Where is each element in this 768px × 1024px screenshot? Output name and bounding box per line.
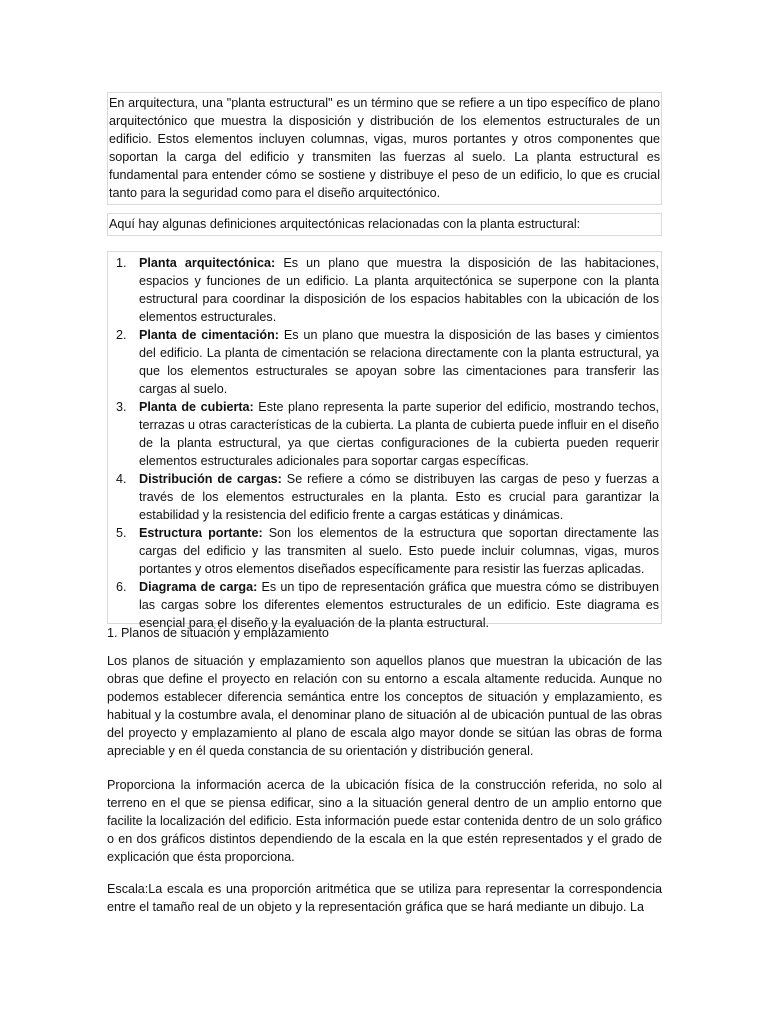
- definition-term: Distribución de cargas:: [139, 472, 282, 486]
- definition-term: Estructura portante:: [139, 526, 263, 540]
- definition-item: 3. Planta de cubierta: Este plano representa la parte superior del edificio, mostrando techos, terrazas u otras características de la cubierta. La planta de cubierta puede influir en el diseño de la planta estructural, ya que ciertas configuraciones de la cubierta pueden requerir elementos estructurales adicionales para soportar cargas específicas.: [116, 400, 659, 468]
- body-paragraph: Proporciona la información acerca de la ubicación física de la construcción referida, no solo al terreno en el que se piensa edificar, sino a la situación general dentro de un amplio entorno que facilite la localización del edificio. Esta información puede estar contenida dentro de un solo gráfico o en dos gráficos distintos dependiendo de la escala en la que estén representados y el grado de explicación que ésta proporciona.: [107, 778, 662, 864]
- definition-item: 2. Planta de cimentación: Es un plano que muestra la disposición de las bases y cimientos del edificio. La planta de cimentación se relaciona directamente con la planta estructural, ya que los elementos estructurales se apoyan sobre las cimentaciones para transferir las cargas al suelo.: [116, 328, 659, 396]
- definitions-list: [107, 251, 662, 630]
- definition-term: Planta de cimentación:: [139, 328, 279, 342]
- definition-item: 1. Planta arquitectónica: Es un plano que muestra la disposición de las habitaciones, espacios y funciones de un edificio. La planta arquitectónica se superpone con la planta estructural para coordinar la disposición de los espacios habitables con la ubicación de los elementos estructurales.: [116, 256, 659, 324]
- definition-term: Diagrama de carga:: [139, 580, 258, 594]
- definition-item: 6. Diagrama de carga: Es un tipo de representación gráfica que muestra cómo se distribuyen las cargas sobre los diferentes elementos estructurales de un edificio. Este diagrama es esencial para el diseño y la evaluación de la planta estructural.: [116, 580, 659, 630]
- section-heading: 1. Planos de situación y emplazamiento: [107, 626, 329, 640]
- definition-item: 4. Distribución de cargas: Se refiere a cómo se distribuyen las cargas de peso y fuerzas a través de los elementos estructurales en la planta. Esto es crucial para garantizar la estabilidad y la resistencia del edificio frente a cargas estáticas y dinámicas.: [116, 472, 660, 522]
- definitions-lead: Aquí hay algunas definiciones arquitectónicas relacionadas con la planta estructural:: [107, 213, 662, 236]
- definition-term: Planta de cubierta:: [139, 400, 254, 414]
- intro-paragraph: En arquitectura, una "planta estructural" es un término que se refiere a un tipo específico de plano arquitectónico que muestra la disposición y distribución de los elementos estructurales de un edificio. Estos elementos incluyen columnas, vigas, muros portantes y otros componentes que soportan la carga del edificio y transmiten las fuerzas al suelo. La planta estructural es fundamental para entender cómo se sostiene y distribuye el peso de un edificio, lo que es crucial tanto para la seguridad como para el diseño arquitectónico.: [107, 92, 662, 205]
- definition-item: 5. Estructura portante: Son los elementos de la estructura que soportan directamente las cargas del edificio y las transmiten al suelo. Esto puede incluir columnas, vigas, muros portantes y otros elementos diseñados específicamente para resistir las fuerzas aplicadas.: [116, 526, 659, 576]
- definition-term: Planta arquitectónica:: [139, 256, 276, 270]
- body-paragraph: Escala:La escala es una proporción aritmética que se utiliza para representar la correspondencia entre el tamaño real de un objeto y la representación gráfica que se hará mediante un dibujo. La: [107, 882, 662, 914]
- body-paragraph: Los planos de situación y emplazamiento son aquellos planos que muestran la ubicación de las obras que define el proyecto en relación con su entorno a escala altamente reducida. Aunque no podemos establecer diferencia semántica entre los conceptos de situación y emplazamiento, es habitual y la costumbre avala, el denominar plano de situación al de ubicación puntual de las obras del proyecto y emplazamiento al plano de escala algo mayor donde se sitúan las obras de forma apreciable y en él queda constancia de su orientación y distribución general.: [107, 654, 662, 758]
